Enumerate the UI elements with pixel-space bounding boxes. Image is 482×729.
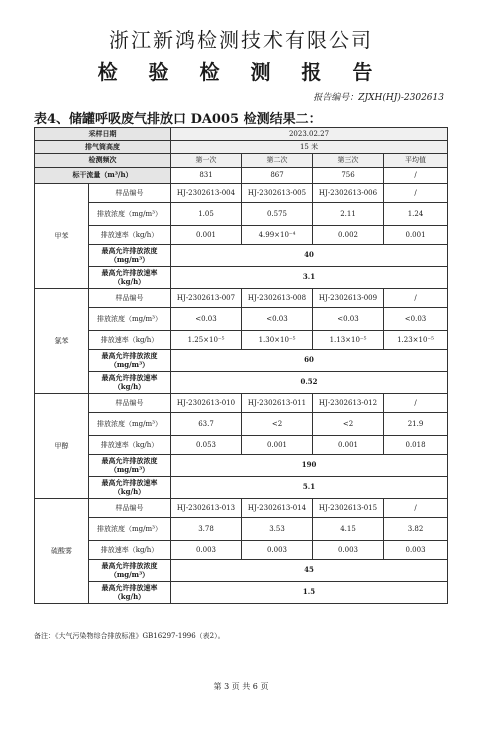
row-label: 排放速率（kg/h） [89,541,171,560]
row-label: 样品编号 [89,184,171,203]
cell-value: 0.001 [313,436,384,455]
cell-value: 1.13×10⁻⁵ [313,331,384,350]
cell-value: 0.001 [171,226,242,245]
cell-value: 3.82 [384,518,448,541]
cell-value: 1.05 [171,203,242,226]
cell-value: HJ-2302613-006 [313,184,384,203]
cell-value: 0.003 [171,541,242,560]
limit-row [35,372,448,394]
row-label: 排放速率（kg/h） [89,331,171,350]
run-header: 第一次 [171,154,242,168]
cell-value: 0.002 [313,226,384,245]
cell-value: 1.23×10⁻⁵ [384,331,448,350]
cell-value: 4.99×10⁻⁴ [242,226,313,245]
flow-value: 867 [242,168,313,184]
limit-row [35,477,448,499]
row-label: 排放浓度（mg/m³） [89,518,171,541]
stack-height-label: 排气筒高度 [35,141,171,154]
cell-value: HJ-2302613-007 [171,289,242,308]
section-row [35,203,448,226]
limit-row [35,245,448,267]
limit-value: 190 [171,455,448,477]
sampling-date-value: 2023.02.27 [171,128,448,141]
limit-label: 最高允许排放速率（kg/h） [89,477,171,499]
cell-value: HJ-2302613-008 [242,289,313,308]
row-label: 样品编号 [89,394,171,413]
limit-value: 0.52 [171,372,448,394]
sampling-date-label: 采样日期 [35,128,171,141]
cell-value: 63.7 [171,413,242,436]
limit-value: 40 [171,245,448,267]
limit-row [35,267,448,289]
pollutant-name: 甲醇 [35,394,89,499]
company-name: 浙江新鸿检测技术有限公司 [109,28,373,52]
limit-row [35,582,448,604]
footnote: 备注：《大气污染物综合排放标准》GB16297-1996（表2）。 [34,632,225,640]
sampling-date-row [35,128,448,141]
table-title: 表4、储罐呼吸废气排放口 DA005 检测结果二： [34,112,322,127]
report-number: 报告编号：ZJXH(HJ)-2302613 [313,93,444,103]
section-row [35,226,448,245]
cell-value: 0.018 [384,436,448,455]
limit-label: 最高允许排放速率（kg/h） [89,582,171,604]
section-row [35,518,448,541]
cell-value: 21.9 [384,413,448,436]
flow-label: 标干流量（m³/h） [35,168,171,184]
cell-value: HJ-2302613-014 [242,499,313,518]
flow-row [35,168,448,184]
section-row [35,289,448,308]
cell-value: <0.03 [171,308,242,331]
limit-label: 最高允许排放速率（kg/h） [89,267,171,289]
cell-value: 0.575 [242,203,313,226]
page-footer: 第 3 页 共 6 页 [213,682,269,691]
cell-value: <0.03 [242,308,313,331]
section-row [35,499,448,518]
cell-value: 1.24 [384,203,448,226]
cell-value: HJ-2302613-004 [171,184,242,203]
run-header: 第三次 [313,154,384,168]
limit-row [35,560,448,582]
cell-value: HJ-2302613-013 [171,499,242,518]
flow-value: / [384,168,448,184]
limit-label: 最高允许排放浓度（mg/m³） [89,560,171,582]
pollutant-name: 硫酸雾 [35,499,89,604]
cell-value: HJ-2302613-012 [313,394,384,413]
cell-value: 2.11 [313,203,384,226]
flow-value: 831 [171,168,242,184]
run-header: 第二次 [242,154,313,168]
results-table [34,127,448,604]
section-row [35,436,448,455]
cell-value: / [384,394,448,413]
row-label: 排放速率（kg/h） [89,436,171,455]
section-row [35,184,448,203]
cell-value: <0.03 [384,308,448,331]
cell-value: 0.001 [242,436,313,455]
limit-label: 最高允许排放浓度（mg/m³） [89,245,171,267]
section-row [35,541,448,560]
row-label: 排放速率（kg/h） [89,226,171,245]
limit-label: 最高允许排放浓度（mg/m³） [89,350,171,372]
cell-value: / [384,499,448,518]
cell-value: / [384,184,448,203]
limit-value: 3.1 [171,267,448,289]
section-row [35,413,448,436]
cell-value: HJ-2302613-010 [171,394,242,413]
limit-row [35,350,448,372]
stack-height-row [35,141,448,154]
cell-value: 1.30×10⁻⁵ [242,331,313,350]
cell-value: 3.53 [242,518,313,541]
cell-value: HJ-2302613-009 [313,289,384,308]
limit-label: 最高允许排放速率（kg/h） [89,372,171,394]
cell-value: <2 [313,413,384,436]
cell-value: / [384,289,448,308]
frequency-row [35,154,448,168]
row-label: 样品编号 [89,289,171,308]
run-header: 平均值 [384,154,448,168]
pollutant-name: 甲苯 [35,184,89,289]
cell-value: <2 [242,413,313,436]
section-row [35,394,448,413]
cell-value: 4.15 [313,518,384,541]
cell-value: HJ-2302613-015 [313,499,384,518]
row-label: 排放浓度（mg/m³） [89,413,171,436]
cell-value: 3.78 [171,518,242,541]
cell-value: 0.003 [384,541,448,560]
cell-value: 1.25×10⁻⁵ [171,331,242,350]
cell-value: <0.03 [313,308,384,331]
report-title: 检 验 检 测 报 告 [97,60,385,84]
cell-value: 0.053 [171,436,242,455]
cell-value: HJ-2302613-005 [242,184,313,203]
section-row [35,308,448,331]
frequency-label: 检测频次 [35,154,171,168]
row-label: 排放浓度（mg/m³） [89,308,171,331]
limit-label: 最高允许排放浓度（mg/m³） [89,455,171,477]
row-label: 样品编号 [89,499,171,518]
cell-value: 0.003 [242,541,313,560]
limit-value: 60 [171,350,448,372]
flow-value: 756 [313,168,384,184]
section-row [35,331,448,350]
limit-value: 1.5 [171,582,448,604]
limit-value: 45 [171,560,448,582]
cell-value: 0.001 [384,226,448,245]
stack-height-value: 15 米 [171,141,448,154]
cell-value: 0.003 [313,541,384,560]
limit-row [35,455,448,477]
cell-value: HJ-2302613-011 [242,394,313,413]
pollutant-name: 氯苯 [35,289,89,394]
row-label: 排放浓度（mg/m³） [89,203,171,226]
limit-value: 5.1 [171,477,448,499]
